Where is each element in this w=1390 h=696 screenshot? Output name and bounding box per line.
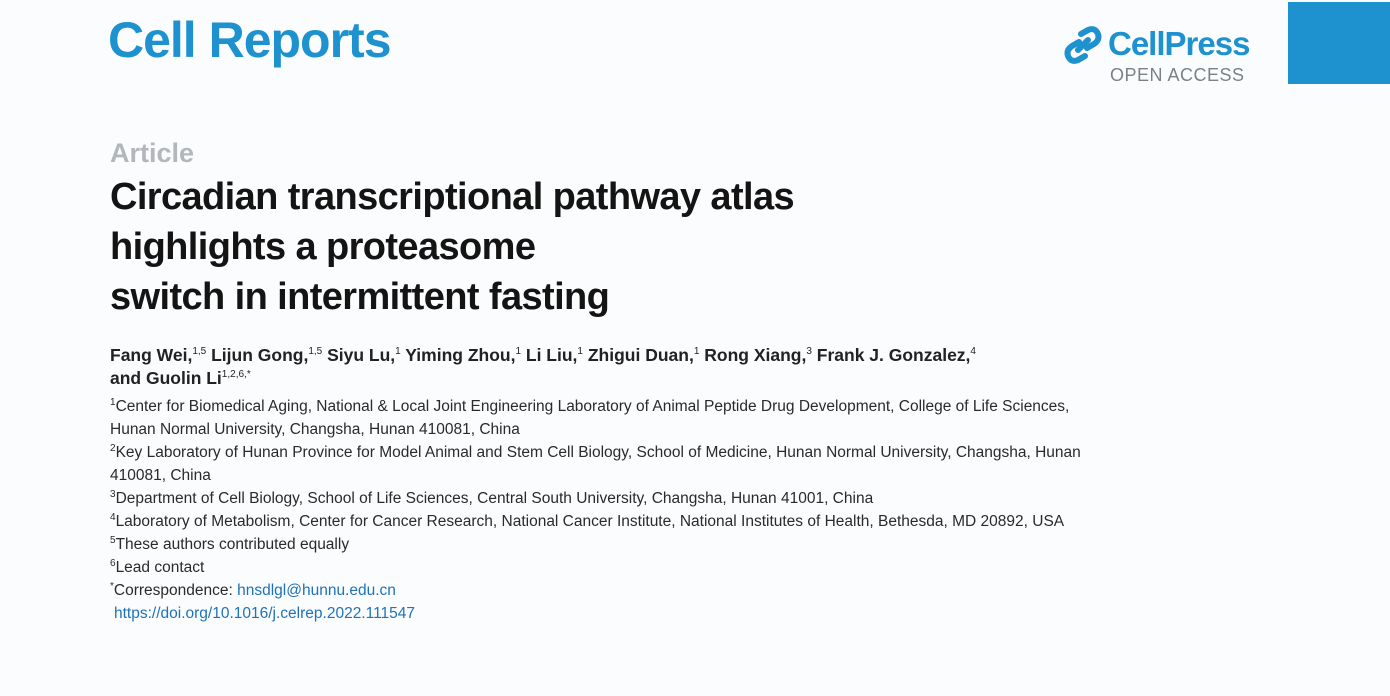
author-affil-sup: 1,2,6,* [221, 369, 251, 380]
correspondence-email-link[interactable]: hnsdlgl@hunnu.edu.cn [237, 582, 396, 599]
affiliation-sup: 3 [110, 489, 116, 500]
author-list [110, 344, 976, 390]
open-access-label: OPEN ACCESS [1110, 65, 1245, 85]
affiliation-text: Hunan Normal University, Changsha, Hunan 410081, China [110, 421, 520, 438]
affiliation-item [110, 487, 1081, 510]
author-name[interactable]: Lijun Gong, [211, 345, 309, 365]
author-name[interactable]: Yiming Zhou, [405, 345, 516, 365]
cellpress-name: CellPress [1108, 25, 1250, 62]
author-affil-sup: 1,5 [192, 346, 207, 357]
author-affil-sup: 1 [693, 346, 700, 357]
author-affil-sup: 4 [970, 346, 976, 357]
doi-row [110, 602, 1081, 625]
doi-link[interactable]: https://doi.org/10.1016/j.celrep.2022.111547 [114, 605, 416, 622]
affiliation-sup: 2 [110, 443, 116, 454]
affiliation-item [110, 441, 1081, 464]
affiliation-text: Key Laboratory of Hunan Province for Model Animal and Stem Cell Biology, School of Medicine, Hunan Normal University, Changsha, Hunan [115, 444, 1081, 461]
affiliation-text: Laboratory of Metabolism, Center for Cancer Research, National Cancer Institute, National Institutes of Health, Bethesda, MD 20892, USA [115, 513, 1065, 530]
author-name[interactable]: Frank J. Gonzalez, [816, 345, 971, 365]
affiliation-sup: 5 [110, 535, 116, 546]
title-line: switch in intermittent fasting [110, 276, 610, 318]
affiliation-item [110, 556, 1081, 579]
affiliation-sup: 1 [110, 397, 116, 408]
affiliation-text: These authors contributed equally [115, 536, 350, 553]
affiliation-text: Lead contact [115, 559, 205, 576]
author-affil-sup: 1 [577, 346, 583, 357]
author-name[interactable]: Rong Xiang, [704, 345, 807, 365]
affiliation-item [110, 464, 1081, 487]
author-affil-sup: 1 [395, 346, 401, 357]
corner-color-block [1288, 2, 1390, 84]
affiliation-sup: 4 [110, 512, 116, 523]
journal-title[interactable]: Cell Reports [108, 12, 391, 68]
cellpress-logo[interactable] [1064, 24, 1256, 88]
correspondence-sup: * [110, 581, 114, 592]
affiliation-item [110, 418, 1081, 441]
author-name[interactable]: Fang Wei, [110, 345, 193, 365]
cellpress-link-icon [1064, 26, 1102, 64]
article-type-label: Article [110, 138, 195, 168]
title-line: highlights a proteasome [110, 226, 536, 268]
author-affil-sup: 1 [515, 346, 521, 357]
author-name[interactable]: Zhigui Duan, [587, 345, 694, 365]
title-line: Circadian transcriptional pathway atlas [110, 176, 795, 218]
affiliation-text: 410081, China [110, 467, 211, 484]
affiliation-sup: 6 [110, 558, 116, 569]
author-line [110, 367, 976, 390]
author-name[interactable]: and Guolin Li [110, 368, 222, 388]
author-affil-sup: 1,5 [308, 346, 323, 357]
affiliation-item [110, 533, 1081, 556]
correspondence [110, 579, 1081, 602]
author-line [110, 344, 976, 367]
affiliation-text: Department of Cell Biology, School of Life Sciences, Central South University, Changsha, Hunan 41001, China [115, 490, 874, 507]
author-name[interactable]: Li Liu, [525, 345, 578, 365]
affiliation-text: Center for Biomedical Aging, National & Local Joint Engineering Laboratory of Animal Peptide Drug Development, College of Life Sciences, [115, 398, 1070, 415]
affiliation-item [110, 510, 1081, 533]
correspondence-label: Correspondence: [113, 582, 238, 599]
paper-title [110, 172, 794, 322]
affiliation-list [110, 395, 1081, 625]
author-name[interactable]: Siyu Lu, [327, 345, 396, 365]
affiliation-item [110, 395, 1081, 418]
author-affil-sup: 3 [806, 346, 812, 357]
